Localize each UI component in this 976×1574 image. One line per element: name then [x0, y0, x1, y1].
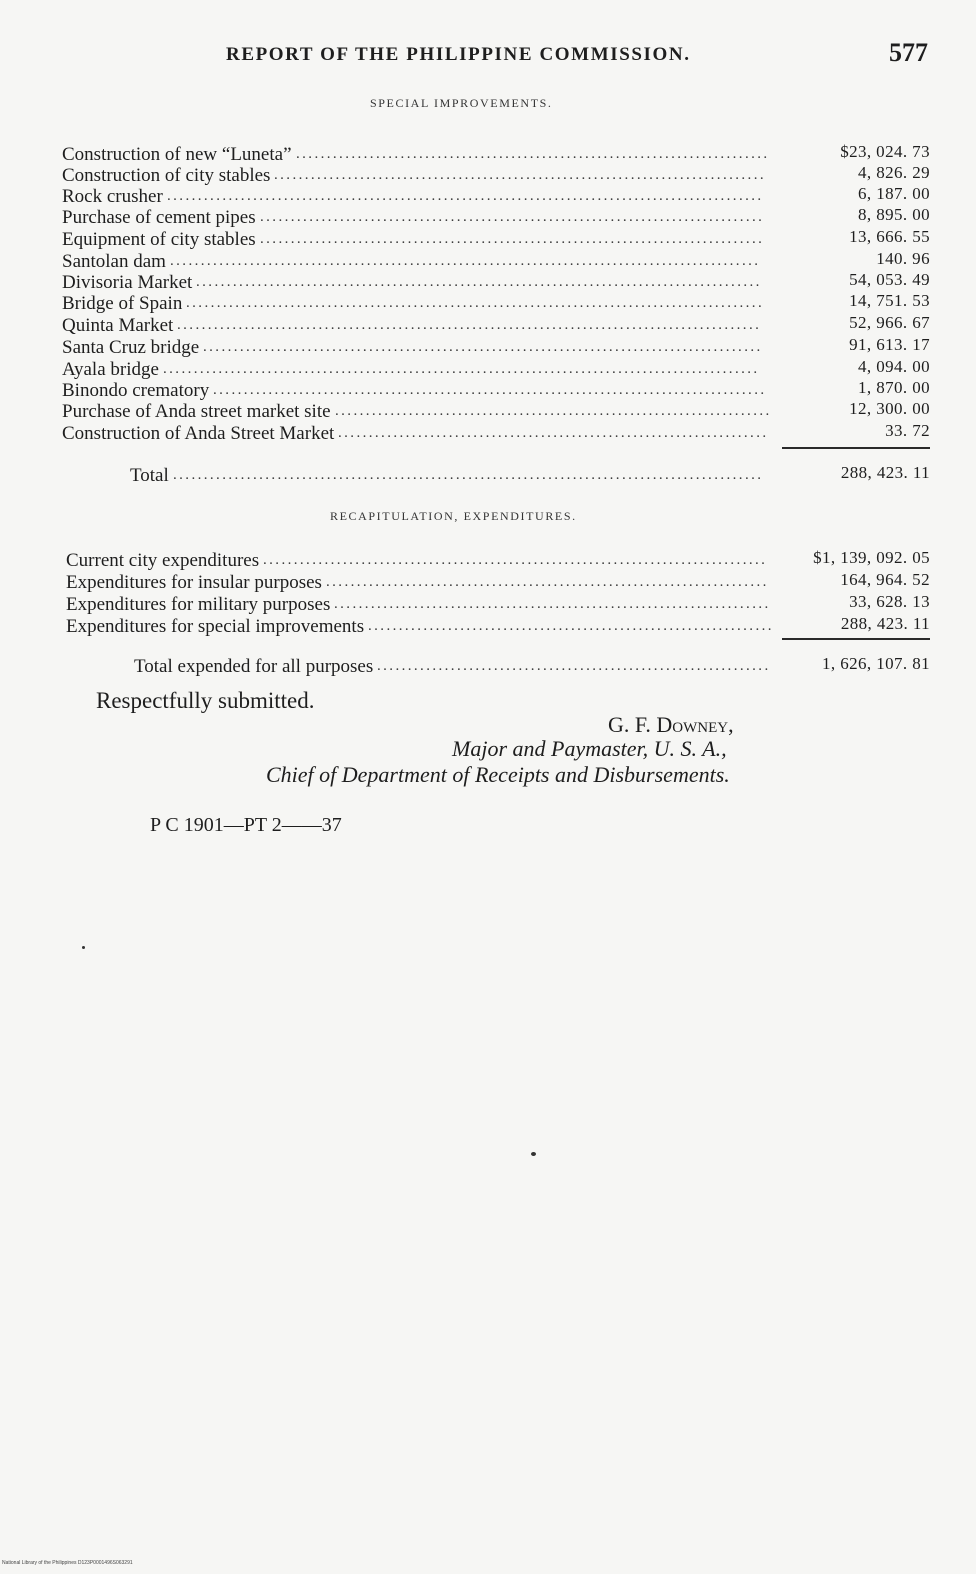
leader-dots: .............................................................................................. [186, 295, 765, 311]
table-row [62, 144, 930, 165]
item-label: Construction of city stables [62, 165, 271, 186]
item-amount: 14, 751. 53 [849, 291, 930, 310]
leader-dots: ................................................................................................ [173, 467, 764, 483]
leader-dots: ................................................................................................. [163, 361, 760, 377]
leader-dots: ...................................................................... [338, 425, 769, 441]
table-row [62, 401, 930, 422]
total-label: Total expended for all purposes [134, 656, 374, 677]
item-label: Equipment of city stables [62, 229, 256, 250]
table-row [62, 293, 930, 314]
table-row [62, 186, 930, 207]
item-amount: 8, 895. 00 [858, 205, 930, 224]
table-row [66, 572, 930, 593]
item-label: Purchase of Anda street market site [62, 401, 331, 422]
leader-dots: ................................................................................ [274, 167, 766, 183]
item-amount: 6, 187. 00 [858, 184, 930, 203]
table-row [62, 380, 930, 401]
recapitulation-heading: RECAPITULATION, EXPENDITURES. [330, 509, 577, 523]
leader-dots: .................................................................. [368, 618, 774, 634]
item-amount: 288, 423. 11 [840, 614, 930, 633]
signer-title: Major and Paymaster, U. S. A., [452, 736, 727, 761]
item-label: Expenditures for military purposes [66, 594, 331, 615]
table-row [66, 616, 930, 637]
total-label: Total [130, 465, 169, 486]
leader-dots: ................................................................................................ [170, 253, 761, 269]
item-label: Santa Cruz bridge [62, 337, 200, 358]
leader-dots: ........................................................................................... [203, 339, 763, 355]
item-label: Binondo crematory [62, 380, 210, 401]
item-label: Bridge of Spain [62, 293, 183, 314]
table-row [62, 251, 930, 272]
leader-dots: ............................................................................. [296, 146, 770, 162]
page-speck [82, 946, 85, 949]
item-label: Expenditures for insular purposes [66, 572, 322, 593]
leader-dots: ........................................................................ [326, 574, 769, 590]
item-label: Santolan dam [62, 251, 166, 272]
item-amount: 1, 870. 00 [858, 378, 930, 397]
page-speck [531, 1152, 536, 1156]
item-amount: 164, 964. 52 [840, 570, 930, 589]
total-amount: 288, 423. 11 [840, 463, 930, 482]
recapitulation-total-row [134, 656, 930, 677]
item-amount: 12, 300. 00 [849, 399, 930, 418]
leader-dots: .................................................................................. [260, 231, 765, 247]
item-label: Quinta Market [62, 315, 174, 336]
footer-credit: National Library of the Philippines D123P0001496S063291 [2, 1560, 133, 1566]
item-amount: 140. 96 [876, 249, 930, 268]
table-row [62, 207, 930, 228]
item-amount: 54, 053. 49 [849, 270, 930, 289]
item-amount: 33. 72 [885, 421, 930, 440]
item-label: Construction of Anda Street Market [62, 423, 335, 444]
item-amount: 91, 613. 17 [849, 335, 930, 354]
leader-dots: .................................................................................. [260, 209, 765, 225]
item-amount: 13, 666. 55 [849, 227, 930, 246]
signature-mark: P C 1901—PT 2——37 [150, 814, 342, 836]
item-label: Purchase of cement pipes [62, 207, 256, 228]
leader-dots: ....................................................................... [334, 596, 771, 612]
item-amount: 4, 094. 00 [858, 357, 930, 376]
leader-dots: .......................................................................................... [213, 382, 767, 398]
item-amount: $23, 024. 73 [840, 142, 930, 161]
page-number: 577 [889, 38, 928, 67]
total-amount: 1, 626, 107. 81 [822, 654, 930, 673]
item-amount: $1, 139, 092. 05 [813, 548, 930, 567]
leader-dots: ....................................................................... [335, 403, 772, 419]
item-label: Construction of new “Luneta” [62, 144, 292, 165]
table-row [62, 423, 930, 444]
item-amount: 52, 966. 67 [849, 313, 930, 332]
table-row [66, 550, 930, 571]
leader-dots: .................................................................................. [263, 552, 768, 568]
table-row [62, 272, 930, 293]
item-label: Divisoria Market [62, 272, 193, 293]
table-row [62, 337, 930, 358]
total-rule [782, 447, 930, 449]
leader-dots: ................................................................ [377, 658, 771, 674]
special-improvements-heading: SPECIAL IMPROVEMENTS. [370, 96, 553, 110]
table-row [62, 229, 930, 250]
leader-dots: ............................................................................................... [177, 317, 762, 333]
item-amount: 33, 628. 13 [849, 592, 930, 611]
running-header-title: REPORT OF THE PHILIPPINE COMMISSION. [226, 44, 691, 65]
special-total-row [130, 465, 930, 486]
table-row [62, 165, 930, 186]
total-rule [782, 638, 930, 640]
closing-line: Respectfully submitted. [96, 688, 315, 713]
item-label: Expenditures for special improvements [66, 616, 365, 637]
item-label: Rock crusher [62, 186, 163, 207]
signer-name: G. F. Downey, [608, 712, 734, 737]
item-label: Ayala bridge [62, 359, 159, 380]
item-amount: 4, 826. 29 [858, 163, 930, 182]
signer-department: Chief of Department of Receipts and Disbursements. [266, 762, 730, 787]
table-row [66, 594, 930, 615]
table-row [62, 359, 930, 380]
item-label: Current city expenditures [66, 550, 260, 571]
table-row [62, 315, 930, 336]
leader-dots: ................................................................................................. [167, 188, 764, 204]
leader-dots: ............................................................................................ [196, 274, 762, 290]
